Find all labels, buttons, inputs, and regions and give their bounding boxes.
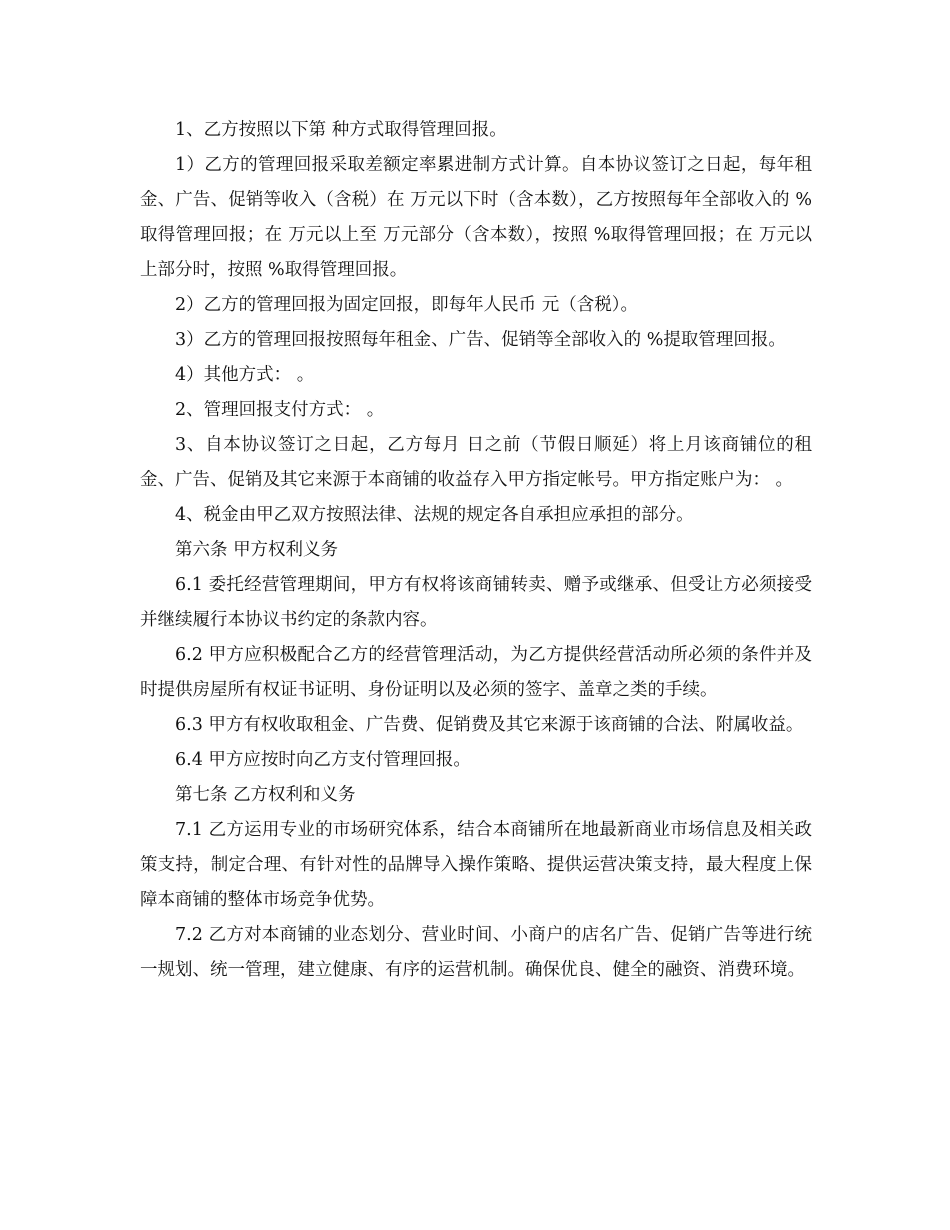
clause-6-2: 6.2 甲方应积极配合乙方的经营管理活动，为乙方提供经营活动所必须的条件并及时提供房屋所有权证书证明、身份证明以及必须的签字、盖章之类的手续。 [140, 645, 812, 700]
clause-5-1-option-4: 4）其他方式： 。 [175, 365, 315, 385]
article-7-heading: 第七条 乙方权利和义务 [175, 785, 356, 805]
clause-5-3: 3、自本协议签订之日起，乙方每月 日之前（节假日顺延）将上月该商铺位的租金、广告、促销及其它来源于本商铺的收益存入甲方指定帐号。甲方指定账户为： 。 [140, 435, 812, 490]
clause-6-4: 6.4 甲方应按时向乙方支付管理回报。 [175, 750, 471, 770]
clause-5-4: 4、税金由甲乙双方按照法律、法规的规定各自承担应承担的部分。 [175, 505, 694, 525]
clause-7-2: 7.2 乙方对本商铺的业态划分、营业时间、小商户的店名广告、促销广告等进行统一规划、统一管理，建立健康、有序的运营机制。确保优良、健全的融资、消费环境。 [140, 925, 812, 980]
clause-6-3: 6.3 甲方有权收取租金、广告费、促销费及其它来源于该商铺的合法、附属收益。 [175, 715, 804, 735]
clause-5-1-option-1: 1）乙方的管理回报采取差额定率累进制方式计算。自本协议签订之日起，每年租金、广告、促销等收入（含税）在 万元以下时（含本数），乙方按照每年全部收入的 %取得管理回报；在 万元以上至 万元部分（含本数），按照 %取得管理回报；在 万元以上部分时，按照 %取得管理回报。 [140, 155, 812, 280]
clause-5-2: 2、管理回报支付方式： 。 [175, 400, 385, 420]
clause-5-1-option-3: 3）乙方的管理回报按照每年租金、广告、促销等全部收入的 %提取管理回报。 [175, 330, 786, 350]
article-6-heading: 第六条 甲方权利义务 [175, 540, 339, 560]
clause-6-1: 6.1 委托经营管理期间，甲方有权将该商铺转卖、赠予或继承、但受让方必须接受并继续履行本协议书约定的条款内容。 [140, 575, 812, 630]
clause-5-1: 1、乙方按照以下第 种方式取得管理回报。 [175, 120, 507, 140]
clause-5-1-option-2: 2）乙方的管理回报为固定回报，即每年人民币 元（含税）。 [175, 295, 638, 315]
clause-7-1: 7.1 乙方运用专业的市场研究体系，结合本商铺所在地最新商业市场信息及相关政策支持，制定合理、有针对性的品牌导入操作策略、提供运营决策支持，最大程度上保障本商铺的整体市场竞争优势。 [140, 820, 812, 910]
document-page [140, 113, 812, 988]
